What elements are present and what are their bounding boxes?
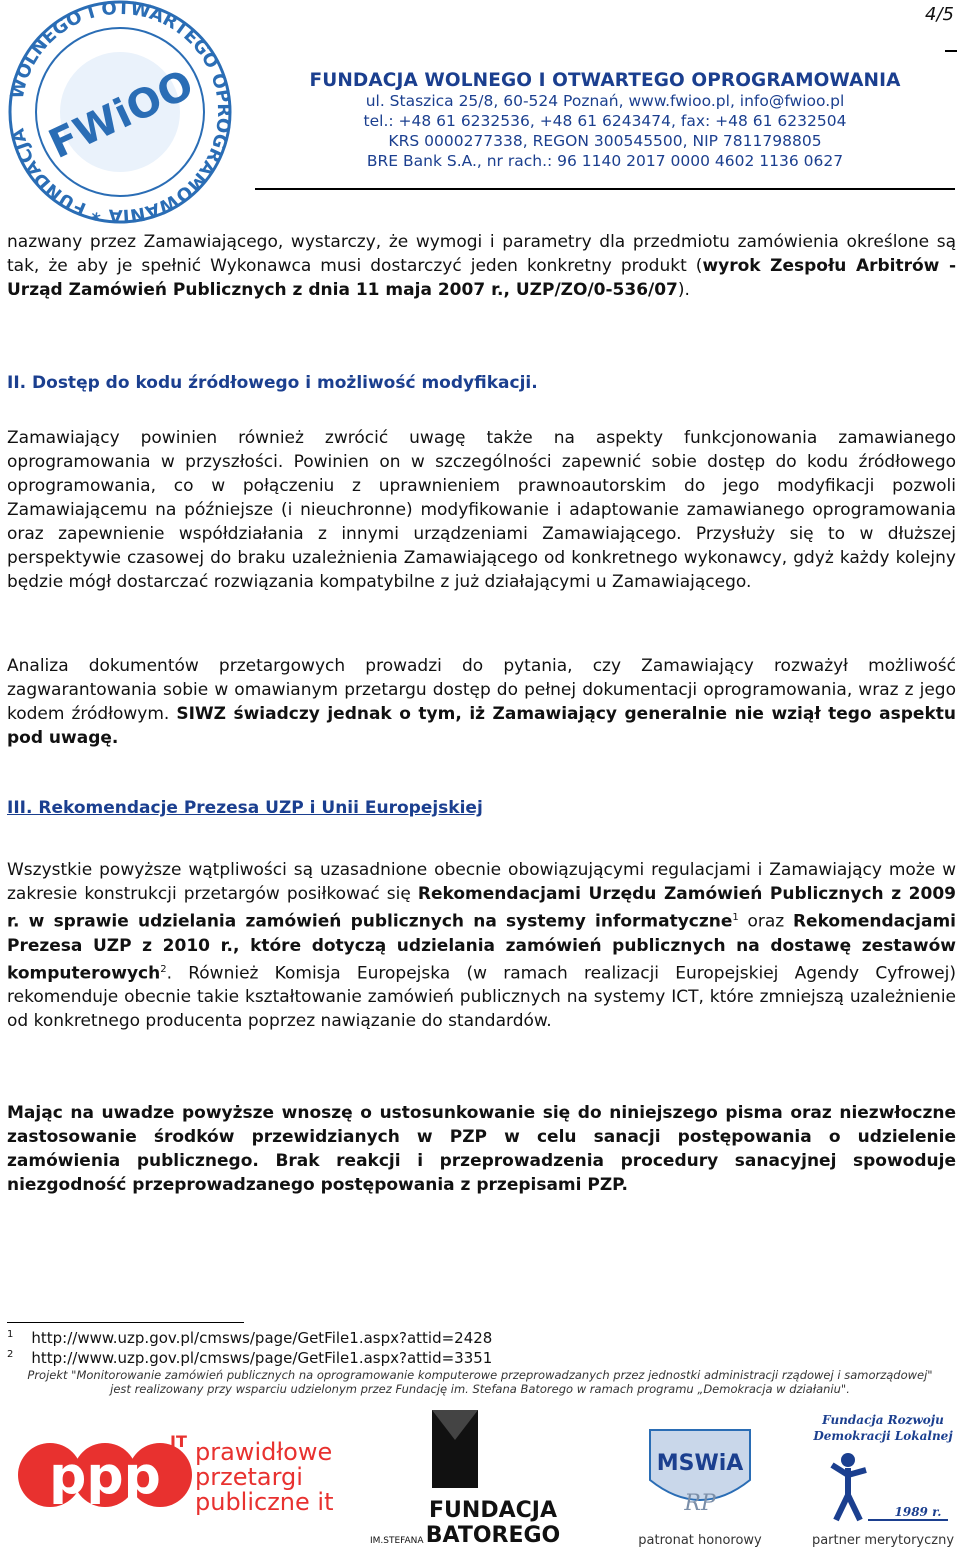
svg-text:przetargi: przetargi xyxy=(195,1463,303,1491)
ppp-it-logo xyxy=(10,1405,340,1545)
svg-text:Fundacja Rozwoju: Fundacja Rozwoju xyxy=(822,1413,944,1427)
svg-text:RP: RP xyxy=(684,1491,716,1516)
svg-text:partner merytoryczny: partner merytoryczny xyxy=(811,1533,955,1548)
frdl-logo xyxy=(808,1410,958,1548)
header-phone: tel.: +48 61 6232536, +48 61 6243474, fax: +48 61 6232504 xyxy=(363,112,847,130)
footnote-2: $^2$ http://www.uzp.gov.pl/cmsws/page/GetFile1.aspx?attid=3351 xyxy=(7,1349,493,1367)
section-2-heading: II. Dostęp do kodu źródłowego i możliwość modyfikacji. xyxy=(7,373,538,393)
section-2-paragraph-1: Zamawiający powinien również zwrócić uwagę także na aspekty funkcjonowania zamawianego oprogramowania w przyszłości. Powinien on w szczególności zapewnić sobie dostęp do kodu źródłowego oprogramowania, co w połączeniu z uprawnieniem prawnoautorskim do jego modyfikacji pozwoli Zamawiającemu na późniejsze (i nieuchronne) modyfikowanie i adaptowanie zamawianego oprogramowania oraz zapewnienie współdziałania z innymi urządzeniami Zamawiającego. Przysłuży się to w dłuższej perspektywie czasowej do braku uzależnienia Zamawiającego od konkretnego wykonawcy, gdyż każdy kolejny będzie mógł dostarczać rozwiązania kompatybilne z już działającymi u Zamawiającego. xyxy=(7,428,957,592)
footnote-1: $^1$ http://www.uzp.gov.pl/cmsws/page/GetFile1.aspx?attid=2428 xyxy=(7,1329,493,1347)
header-bank: BRE Bank S.A., nr rach.: 96 1140 2017 0000 4602 1136 0627 xyxy=(366,152,844,170)
paragraph-continuation: nazwany przez Zamawiającego, wystarczy, że wymogi i parametry dla przedmiotu zamówienia określone są tak, że aby je spełnić Wykonawca musi dostarczyć jeden konkretny produkt (wyrok Zespołu Arbitrów - Urząd Zamówień Publicznych z dnia 11 maja 2007 r., UZP/ZO/0-536/07). xyxy=(7,232,956,300)
svg-text:FWiOO: FWiOO xyxy=(42,61,201,168)
page-number: 4/5 xyxy=(925,4,954,25)
header-address: ul. Staszica 25/8, 60-524 Poznań, www.fwioo.pl, info@fwioo.pl xyxy=(365,92,845,110)
svg-text:MSWiA: MSWiA xyxy=(656,1451,744,1476)
fwioo-logo xyxy=(0,0,240,225)
svg-text:publiczne it: publiczne it xyxy=(195,1488,334,1516)
header-rule-bottom xyxy=(255,188,955,190)
svg-text:ppp: ppp xyxy=(49,1446,161,1506)
svg-text:patronat honorowy: patronat honorowy xyxy=(638,1533,762,1548)
header-registry: KRS 0000277338, REGON 300545500, NIP 7811798805 xyxy=(388,132,822,150)
svg-text:IT: IT xyxy=(170,1432,187,1451)
section-3-paragraph: Wszystkie powyższe wątpliwości są uzasadnione obecnie obowiązującymi regulacjami i Zamawiający może w zakresie konstrukcji przetargów posiłkować się Rekomendacjami Urzędu Zamówień Publicznych z 2009 r. w sprawie udzielania zamówień publicznych na systemy informatyczne$^1$ oraz Rekomendacjami Prezesa UZP z 2010 r., które dotyczą udzielania zamówień publicznych na dostawę zestawów komputerowych$^2$. Również Komisja Europejska (w ramach realizacji Europejskiej Agendy Cyfrowej) rekomenduje obecnie takie kształtowanie zamówień publicznych na systemy ICT, które zmniejszą uzależnienie od konkretnego producenta poprzez nawiązanie do standardów. xyxy=(7,860,957,1032)
svg-text:prawidłowe: prawidłowe xyxy=(195,1438,333,1466)
svg-text:FUNDACJA: FUNDACJA xyxy=(429,1498,557,1523)
header-block xyxy=(255,52,955,171)
mswia-logo xyxy=(630,1410,770,1548)
svg-text:1989 r.: 1989 r. xyxy=(894,1505,942,1519)
batory-logo xyxy=(368,1400,568,1549)
footnote-1-link[interactable]: http://www.uzp.gov.pl/cmsws/page/GetFile1.aspx?attid=2428 xyxy=(31,1329,493,1347)
section-2-paragraph-2: Analiza dokumentów przetargowych prowadzi do pytania, czy Zamawiający rozważył możliwość zagwarantowania sobie w omawianym przetargu dostęp do pełnej dokumentacji oprogramowania, wraz z jego kodem źródłowym. SIWZ świadczy jednak o tym, iż Zamawiający generalnie nie wziął tego aspektu pod uwagę. xyxy=(7,656,956,748)
svg-text:BATOREGO: BATOREGO xyxy=(425,1523,561,1548)
closing-paragraph: Mając na uwadze powyższe wnoszę o ustosunkowanie się do niniejszego pisma oraz niezwłoczne zastosowanie środków przewidzianych w PZP w celu sanacji postępowania o udzielenie zamówienia publicznego. Brak reakcji i przeprowadzenia procedury sanacyjnej spowoduje niezgodność przeprowadzanego postępowania z przepisami PZP. xyxy=(7,1103,956,1195)
project-note: Projekt "Monitorowanie zamówień publicznych na oprogramowanie komputerowe przeprowadzanych przez jednostki administracji rządowej i samorządowej" jest realizowany przy wsparciu udzielonym przez Fundację im. Stefana Batorego w ramach programu „Demokracja w działaniu". xyxy=(27,1368,933,1396)
svg-text:WOLNEGO I OTWARTEGO OPROGRAMOW: WOLNEGO I OTWARTEGO OPROGRAMOWANIA * FUNDACJA xyxy=(6,0,235,225)
svg-text:Demokracji Lokalnej: Demokracji Lokalnej xyxy=(813,1429,953,1443)
footnote-rule xyxy=(7,1322,244,1323)
org-name: FUNDACJA WOLNEGO I OTWARTEGO OPROGRAMOWANIA xyxy=(309,70,901,91)
svg-text:IM.STEFANA: IM.STEFANA xyxy=(370,1536,424,1546)
footnote-2-link[interactable]: http://www.uzp.gov.pl/cmsws/page/GetFile1.aspx?attid=3351 xyxy=(31,1349,493,1367)
section-3-heading: III. Rekomendacje Prezesa UZP i Unii Europejskiej xyxy=(7,798,483,818)
